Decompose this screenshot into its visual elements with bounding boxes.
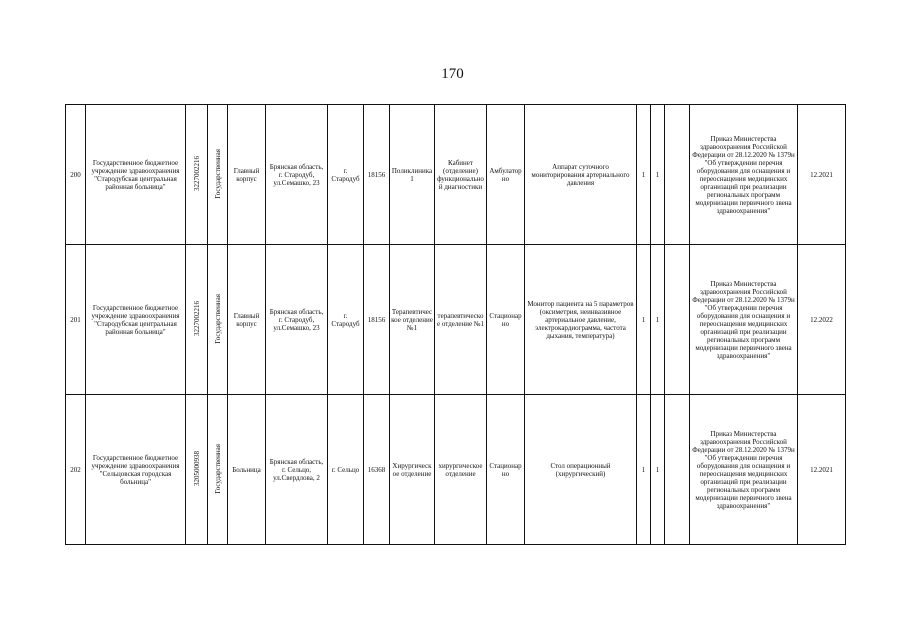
ownership-type-text: Государственная — [213, 148, 222, 199]
inn-code-text: 3227002216 — [192, 301, 201, 336]
inn-code — [186, 245, 208, 395]
inn-code-text: 3205000938 — [192, 451, 201, 486]
department: Поликлиника 1 — [390, 105, 435, 245]
legal-basis: Приказ Министерства здравоохранения Российской Федерации от 28.12.2020 № 1379н "Об утверждении перечня оборудования для оснащения и переоснащения медицинских организаций при реализации региональных программ модернизации первичного звена здравоохранения" — [690, 395, 798, 545]
equipment-name: Монитор пациента на 5 параметров (оксиметрия, неинвазивное артериальное давление, электрокардиограмма, частота дыхания, температура) — [525, 245, 637, 395]
inn-code — [186, 105, 208, 245]
row-number: 202 — [66, 395, 86, 545]
city: г. Стародуб — [328, 245, 364, 395]
delivery-date: 12.2022 — [798, 245, 846, 395]
legal-basis: Приказ Министерства здравоохранения Российской Федерации от 28.12.2020 № 1379н "Об утверждении перечня оборудования для оснащения и переоснащения медицинских организаций при реализации региональных программ модернизации первичного звена здравоохранения" — [690, 105, 798, 245]
quantity-2: 1 — [651, 245, 665, 395]
location-code: 18156 — [364, 105, 390, 245]
location-code: 18156 — [364, 245, 390, 395]
table-row — [66, 245, 846, 395]
delivery-date: 12.2021 — [798, 395, 846, 545]
quantity-2: 1 — [651, 105, 665, 245]
department: Хирургическое отделение — [390, 395, 435, 545]
ownership-type-text: Государственная — [213, 293, 222, 344]
ownership-type — [208, 245, 228, 395]
quantity-1: 1 — [637, 395, 651, 545]
building-name: Главный корпус — [228, 245, 266, 395]
department: Терапевтическое отделение №1 — [390, 245, 435, 395]
location-code: 16368 — [364, 395, 390, 545]
quantity-1: 1 — [637, 245, 651, 395]
care-type: Стационарно — [487, 245, 525, 395]
care-type: Стационарно — [487, 395, 525, 545]
ownership-type — [208, 105, 228, 245]
address: Брянская область, г. Стародуб, ул.Семашко, 23 — [266, 245, 328, 395]
empty-cell — [665, 395, 690, 545]
legal-basis: Приказ Министерства здравоохранения Российской Федерации от 28.12.2020 № 1379н "Об утверждении перечня оборудования для оснащения и переоснащения медицинских организаций при реализации региональных программ модернизации первичного звена здравоохранения" — [690, 245, 798, 395]
room-or-unit: хирургическое отделение — [435, 395, 487, 545]
care-type: Амбулаторно — [487, 105, 525, 245]
ownership-type-text: Государственная — [213, 443, 222, 494]
room-or-unit: терапевтическое отделение №1 — [435, 245, 487, 395]
inn-code-text: 3227002216 — [192, 156, 201, 191]
quantity-1: 1 — [637, 105, 651, 245]
row-number: 201 — [66, 245, 86, 395]
row-number: 200 — [66, 105, 86, 245]
city: г. Сельцо — [328, 395, 364, 545]
delivery-date: 12.2021 — [798, 105, 846, 245]
city: г. Стародуб — [328, 105, 364, 245]
page-number: 170 — [441, 66, 464, 82]
institution-name: Государственное бюджетное учреждение здравоохранения "Сельцовская городская больница" — [86, 395, 186, 545]
quantity-2: 1 — [651, 395, 665, 545]
empty-cell — [665, 105, 690, 245]
institution-name: Государственное бюджетное учреждение здравоохранения "Стародубская центральная районная больница" — [86, 245, 186, 395]
inn-code — [186, 395, 208, 545]
building-name: Главный корпус — [228, 105, 266, 245]
building-name: Больница — [228, 395, 266, 545]
equipment-table — [65, 104, 846, 545]
address: Брянская область, г. Стародуб, ул.Семашко, 23 — [266, 105, 328, 245]
equipment-name: Стол операционный (хирургический) — [525, 395, 637, 545]
table-row — [66, 395, 846, 545]
address: Брянская область, г. Сельцо, ул.Свердлова, 2 — [266, 395, 328, 545]
institution-name: Государственное бюджетное учреждение здравоохранения "Стародубская центральная районная больница" — [86, 105, 186, 245]
equipment-name: Аппарат суточного мониторирования артериального давления — [525, 105, 637, 245]
table-row — [66, 105, 846, 245]
ownership-type — [208, 395, 228, 545]
empty-cell — [665, 245, 690, 395]
room-or-unit: Кабинет (отделение) функциональной диагностики — [435, 105, 487, 245]
